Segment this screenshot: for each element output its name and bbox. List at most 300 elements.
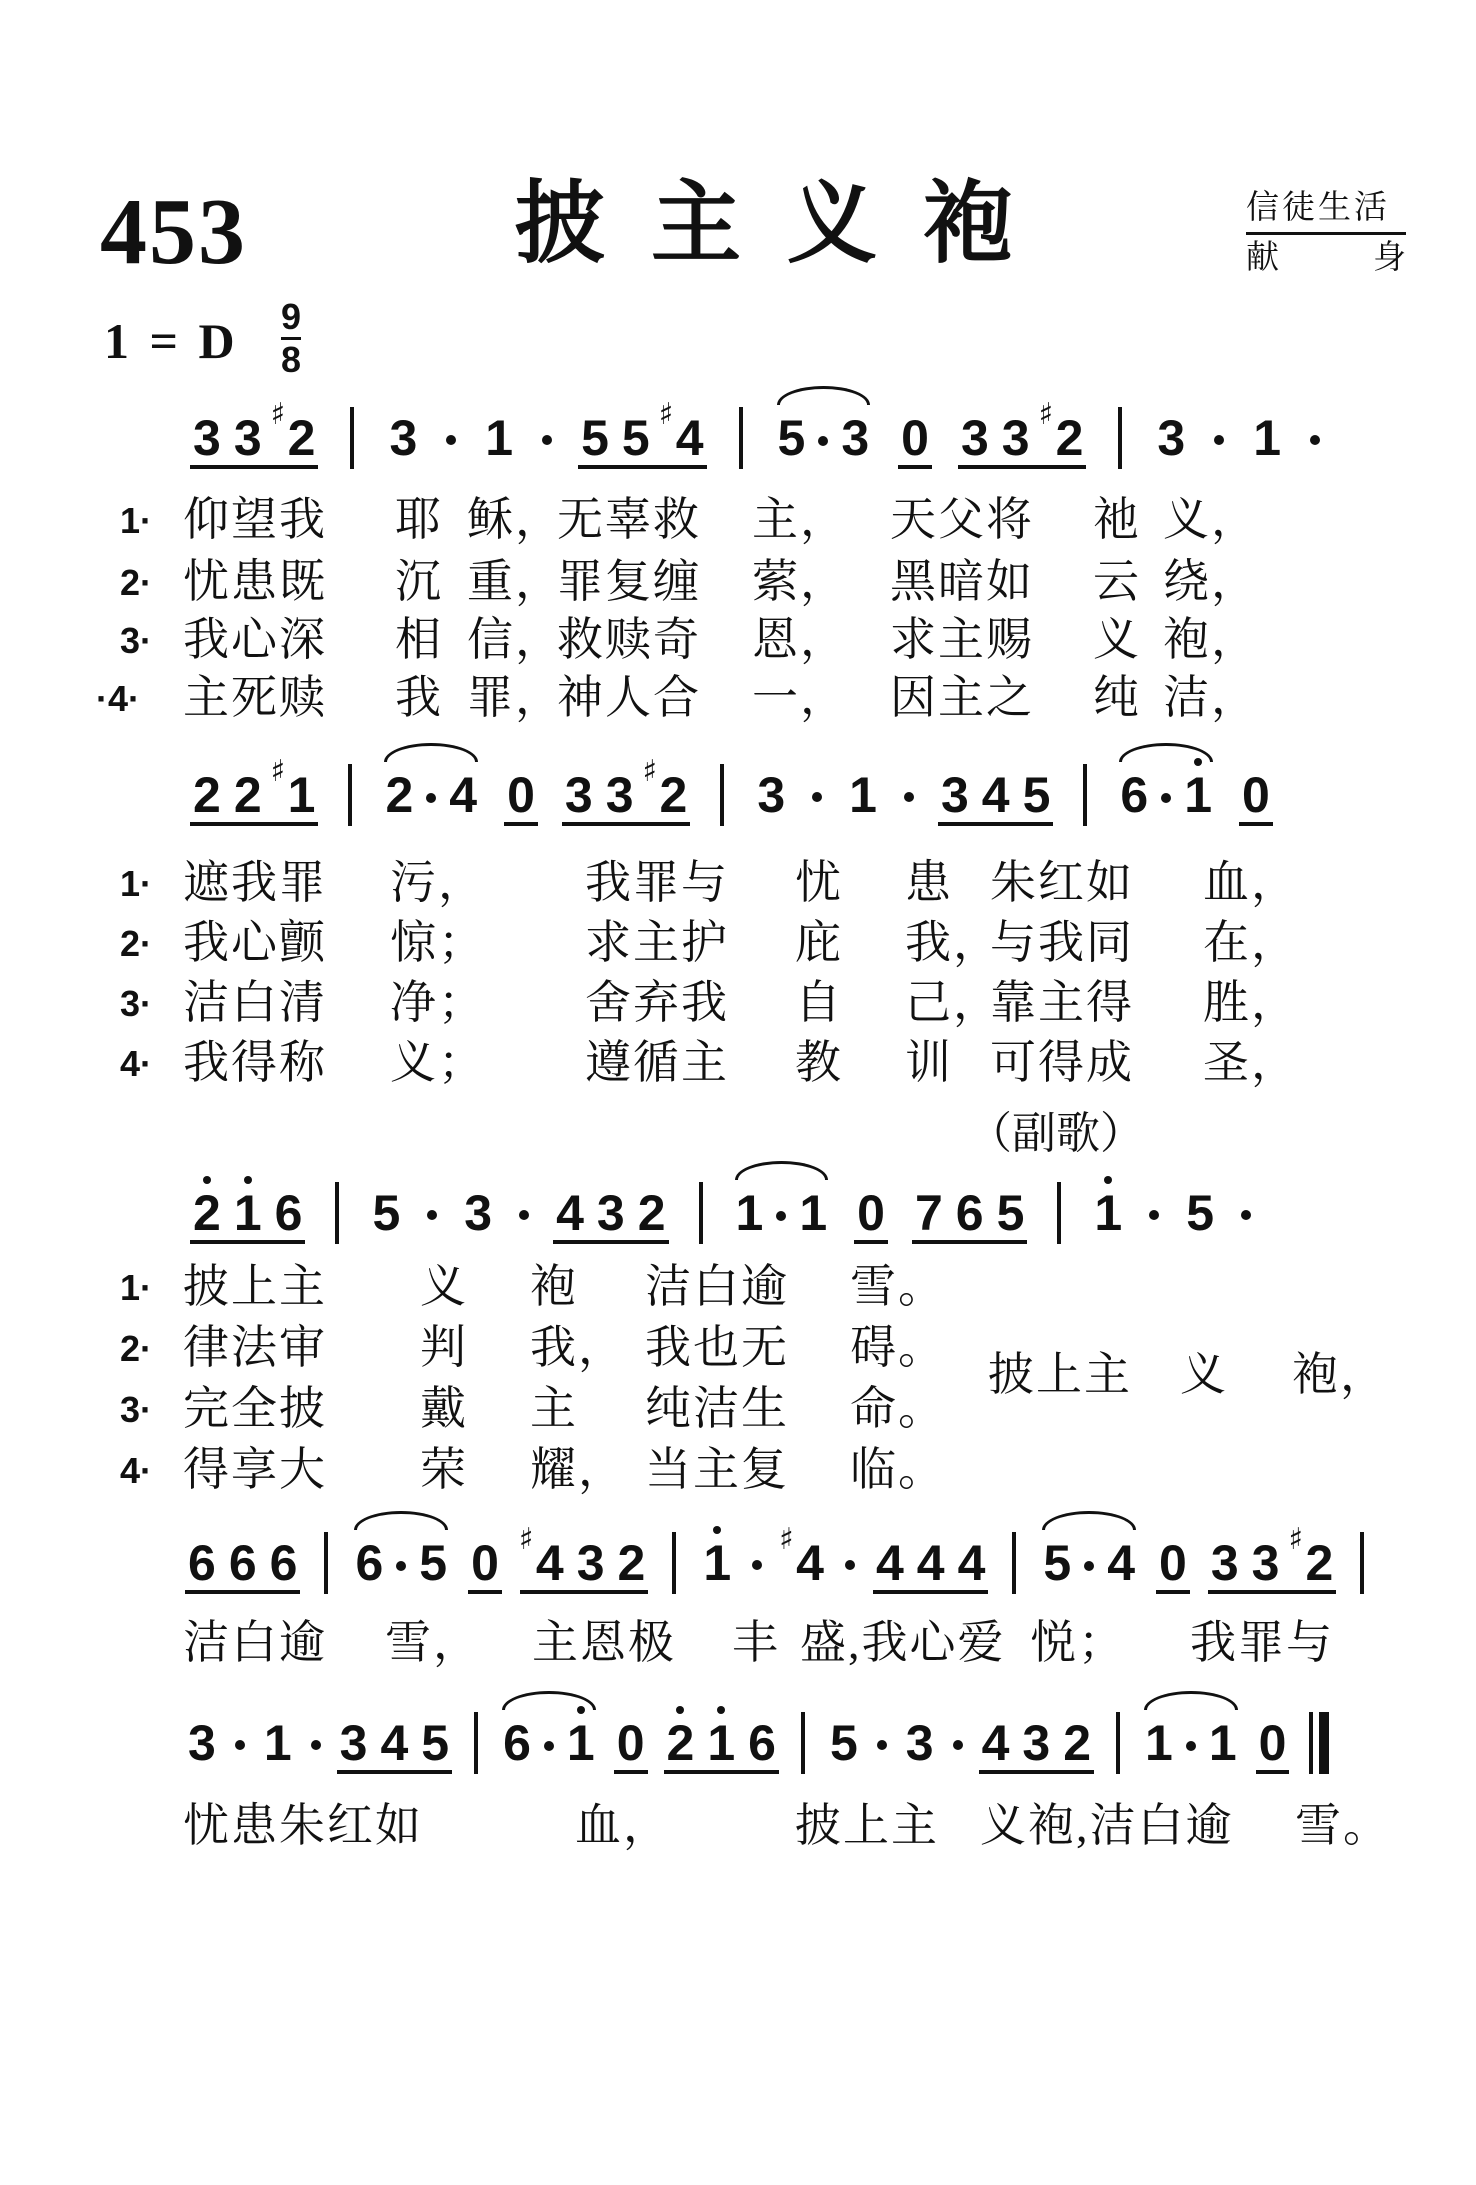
note-group: [461, 1185, 495, 1244]
note: 1: [703, 1541, 731, 1585]
note-group: [958, 397, 1086, 469]
lyric-row-b1-1-segment: 祂: [1093, 494, 1141, 545]
music-line-5: [185, 1674, 1333, 1774]
note-group: [912, 1185, 1027, 1244]
note: 5: [419, 1535, 448, 1591]
note: 1: [263, 1715, 292, 1771]
note: 3: [188, 1715, 216, 1771]
note: 5: [1022, 767, 1051, 823]
note: 3: [757, 767, 786, 823]
note: 0: [471, 1535, 499, 1591]
note-group: [700, 1535, 734, 1594]
note-group: [386, 410, 420, 469]
note-group: [898, 410, 932, 469]
note: 3: [464, 1185, 493, 1241]
note: ♯ 4: [779, 1522, 824, 1591]
note: 6: [955, 1185, 984, 1241]
lyric-row-b2-1-segment: 忧: [795, 857, 843, 908]
verse-number: 1·: [120, 863, 153, 904]
final-barline-thick: [1319, 1712, 1329, 1774]
note: 0: [616, 1715, 645, 1771]
note-group: [1142, 1715, 1240, 1774]
lyric-row-b1-3-segment: 我心深: [183, 614, 327, 665]
final-barline-thin: [1309, 1712, 1313, 1774]
sharp-icon: ♯: [658, 397, 674, 432]
dot-note: [752, 1560, 762, 1570]
note: ♯ 2: [270, 397, 316, 466]
verse-number: 1·: [120, 500, 153, 541]
barline: [350, 407, 354, 469]
key-signature: 1 = D: [104, 313, 239, 369]
octave-dot: [203, 1176, 211, 1184]
note: 3: [1251, 1535, 1280, 1591]
dot-note: [845, 1560, 855, 1570]
lyric-row-l5-segment: 义袍,洁白逾: [980, 1800, 1234, 1851]
lyric-row-b3-4-segment: 得享大: [183, 1444, 327, 1495]
lyric-row-l4-segment: 丰: [732, 1617, 780, 1668]
hymn-number: 453: [100, 180, 247, 284]
note: 1: [799, 1185, 828, 1241]
note: 0: [901, 410, 929, 466]
dot-note: [818, 436, 828, 446]
dot-note: [519, 1210, 529, 1220]
lyric-row-b2-1-segment: 朱红如: [990, 857, 1134, 908]
lyric-row-b2-4-segment: 教: [795, 1037, 843, 1088]
sharp-icon: ♯: [270, 397, 286, 432]
note: 4: [875, 1535, 904, 1591]
lyric-row-b1-1-segment: 仰望我: [183, 494, 327, 545]
lyric-row-l4-segment: 我罪与: [1190, 1617, 1334, 1668]
category-line2-right: 身: [1373, 240, 1406, 277]
dot-note: [812, 792, 822, 802]
lyric-row-b2-3-segment: 自: [795, 977, 843, 1028]
lyric-row-b1-2-segment: 忧患既: [183, 556, 327, 607]
note: 0: [507, 767, 535, 823]
note-group: [846, 767, 880, 826]
chorus-inline-segment: 义: [1180, 1349, 1228, 1400]
music-line-1: [190, 369, 1320, 469]
note-group: [754, 767, 788, 826]
note: 2: [667, 1721, 695, 1765]
note: 3: [339, 1715, 368, 1771]
note: 4: [1107, 1535, 1135, 1591]
lyric-row-l4-segment: 悦；: [1030, 1617, 1126, 1668]
note: ♯ 2: [1288, 1522, 1334, 1591]
note-group: [382, 767, 480, 826]
note-group: [504, 767, 538, 826]
dot-note: [1186, 1741, 1196, 1751]
note: 4: [981, 767, 1010, 823]
lyric-row-b1-3-segment: 恩，: [752, 614, 848, 665]
page-title: 披主义袍: [515, 175, 1059, 274]
lyric-row-l4-segment: 雪，: [385, 1617, 481, 1668]
verse-number: 2·: [120, 562, 153, 603]
note-group: [185, 1715, 219, 1774]
lyric-row-l5-segment: 雪。: [1295, 1800, 1391, 1851]
note: 6: [188, 1535, 216, 1591]
note: 4: [556, 1185, 584, 1241]
note: 5: [581, 410, 609, 466]
lyric-row-b3-1-segment: 袍: [530, 1261, 578, 1312]
note: ♯ 4: [518, 1522, 564, 1591]
note-group: [518, 1522, 648, 1594]
note: 3: [564, 767, 593, 823]
octave-dot: [676, 1706, 684, 1714]
lyric-row-b3-1-segment: 雪。: [850, 1261, 946, 1312]
note: 1: [707, 1721, 735, 1765]
chorus-label: （副歌）: [968, 1109, 1144, 1158]
note-group: [614, 1715, 648, 1774]
music-line-4: [185, 1494, 1370, 1594]
lyric-row-b2-2-segment: 我心颤: [183, 917, 327, 968]
note-group: [468, 1535, 502, 1594]
note: 4: [916, 1535, 945, 1591]
note-group: [1239, 767, 1273, 826]
lyric-row-b1-4-segment: 神人合: [557, 672, 701, 723]
dot-note: [904, 792, 914, 802]
lyric-row-b1-4-segment: 纯: [1093, 672, 1141, 723]
barline: [335, 1182, 339, 1244]
lyric-row-b1-4-segment: 我: [395, 672, 443, 723]
note: 5: [829, 1715, 858, 1771]
note: 0: [1159, 1535, 1187, 1591]
note: 2: [637, 1185, 666, 1241]
lyric-row-b1-2-segment: 云: [1093, 556, 1141, 607]
note: 0: [1242, 767, 1270, 823]
verse-number: 3·: [120, 1389, 153, 1430]
note: 5: [777, 410, 806, 466]
note: ♯ 4: [658, 397, 704, 466]
sharp-icon: ♯: [518, 1522, 534, 1557]
lyric-row-b3-3-segment: 主: [530, 1383, 578, 1434]
lyric-row-b3-2-segment: 碍。: [850, 1322, 946, 1373]
time-signature-numerator: 9: [281, 296, 302, 337]
note: 2: [385, 767, 414, 823]
barline: [720, 764, 724, 826]
verse-number: 3·: [120, 620, 153, 661]
lyric-row-b2-3-segment: 舍弃我: [585, 977, 729, 1028]
note-group: [1117, 767, 1215, 826]
octave-dot: [577, 1706, 585, 1714]
chorus-inline-segment: 披上主: [988, 1349, 1132, 1400]
sharp-icon: ♯: [779, 1522, 794, 1557]
note-group: [500, 1715, 598, 1774]
lyric-row-b3-3-segment: 纯洁生: [645, 1383, 789, 1434]
lyric-row-b2-3-segment: 己，: [905, 977, 1001, 1028]
barline: [739, 407, 743, 469]
note-group: [578, 397, 706, 469]
note: ♯ 2: [642, 754, 688, 823]
dot-note: [1149, 1210, 1159, 1220]
note-group: [1154, 410, 1188, 469]
note: 0: [857, 1185, 885, 1241]
lyric-row-b1-1-segment: 主，: [752, 494, 848, 545]
verse-number: 2·: [120, 1328, 153, 1369]
note: 1: [234, 1191, 262, 1235]
lyric-row-b2-2-segment: 我，: [905, 917, 1001, 968]
note: 3: [1001, 410, 1030, 466]
lyric-row-b1-2-segment: 绕，: [1163, 556, 1259, 607]
lyric-row-b1-4-segment: 因主之: [890, 672, 1034, 723]
sharp-icon: ♯: [1038, 397, 1054, 432]
barline: [348, 764, 352, 826]
note: 3: [596, 1185, 625, 1241]
note-group: [185, 1535, 300, 1594]
lyric-row-b1-4-segment: 洁，: [1163, 672, 1259, 723]
note-group: [873, 1535, 988, 1594]
verse-number: 4·: [120, 1450, 153, 1491]
note-group: [190, 397, 318, 469]
note: 4: [981, 1715, 1010, 1771]
lyric-row-b1-1-segment: 义，: [1163, 494, 1259, 545]
note: 3: [905, 1715, 934, 1771]
lyric-row-b2-4-segment: 圣，: [1203, 1037, 1299, 1088]
lyric-row-b3-3-segment: 命。: [850, 1383, 946, 1434]
dot-note: [311, 1740, 321, 1750]
lyric-row-b1-3-segment: 义: [1093, 614, 1141, 665]
note: 1: [1145, 1715, 1173, 1771]
dot-note: [426, 793, 436, 803]
note: 3: [389, 410, 418, 466]
lyric-row-b2-1-segment: 我罪与: [585, 857, 729, 908]
dot-note: [235, 1740, 245, 1750]
barline: [1118, 407, 1122, 469]
note: 5: [996, 1185, 1025, 1241]
lyric-row-b2-3-segment: 净；: [390, 977, 486, 1028]
note: 7: [914, 1185, 943, 1241]
note-group: [190, 1185, 305, 1244]
lyric-row-b3-2-segment: 律法审: [183, 1322, 327, 1373]
note: ♯ 1: [270, 754, 316, 823]
lyric-row-b2-1-segment: 污，: [390, 857, 486, 908]
verse-number: 3·: [120, 983, 153, 1024]
sharp-icon: ♯: [1288, 1522, 1303, 1557]
category-line2: [1246, 240, 1406, 276]
note: 6: [228, 1535, 257, 1591]
lyric-row-b1-3-segment: 救赎奇: [557, 614, 701, 665]
note: 6: [1120, 767, 1149, 823]
note: 3: [841, 410, 870, 466]
note: 2: [233, 767, 262, 823]
time-signature: [281, 296, 302, 380]
note: 1: [735, 1185, 764, 1241]
lyric-row-b1-1-segment: 稣，: [467, 494, 563, 545]
lyric-row-b3-1-segment: 洁白逾: [645, 1261, 789, 1312]
note-group: [369, 1185, 403, 1244]
dot-note: [776, 1211, 786, 1221]
lyric-row-b3-3-segment: 完全披: [183, 1383, 327, 1434]
lyric-row-b1-3-segment: 信，: [467, 614, 563, 665]
note: 1: [849, 767, 877, 823]
dot-note: [542, 435, 552, 445]
lyric-row-b1-2-segment: 罪复缠: [557, 556, 701, 607]
note-group: [827, 1715, 861, 1774]
note-group: [903, 1715, 937, 1774]
dot-note: [396, 1561, 406, 1571]
note-group: [562, 754, 690, 826]
lyric-row-l4-segment: 主恩极: [532, 1617, 676, 1668]
lyric-row-b2-1-segment: 患: [905, 857, 953, 908]
chorus-inline-segment: 袍，: [1292, 1349, 1388, 1400]
dot-note: [877, 1740, 887, 1750]
lyric-row-b2-3-segment: 胜，: [1203, 977, 1299, 1028]
note-group: [1208, 1522, 1336, 1594]
lyric-row-b2-1-segment: 血，: [1203, 857, 1299, 908]
note: 4: [957, 1535, 986, 1591]
note-group: [1250, 410, 1284, 469]
lyric-row-b2-1-segment: 遮我罪: [183, 857, 327, 908]
lyric-row-b3-4-segment: 耀，: [530, 1444, 626, 1495]
note: 3: [1157, 410, 1186, 466]
note: 6: [355, 1535, 384, 1591]
lyric-row-l5-segment: 忧患朱红如: [183, 1800, 423, 1851]
dot-note: [1310, 435, 1320, 445]
dot-note: [1214, 435, 1224, 445]
note-group: [664, 1715, 779, 1774]
lyric-row-b2-4-segment: 训: [905, 1037, 953, 1088]
note: 0: [1258, 1715, 1287, 1771]
lyric-row-b3-1-segment: 义: [420, 1261, 468, 1312]
note: 3: [193, 410, 221, 466]
note-group: [1183, 1185, 1217, 1244]
octave-dot: [1104, 1176, 1112, 1184]
category-line2-left: 献: [1246, 240, 1279, 277]
lyric-row-b1-1-segment: 耶: [395, 494, 443, 545]
note: 5: [621, 410, 650, 466]
sharp-icon: ♯: [642, 754, 658, 789]
note: 3: [1210, 1535, 1239, 1591]
lyric-row-b2-2-segment: 求主护: [585, 917, 729, 968]
note-group: [1040, 1535, 1138, 1594]
note-group: [190, 754, 318, 826]
music-line-3: [190, 1144, 1251, 1244]
verse-number: 1·: [120, 1267, 153, 1308]
dot-note: [544, 1741, 554, 1751]
note: 2: [617, 1535, 646, 1591]
note: 3: [233, 410, 262, 466]
sharp-icon: ♯: [270, 754, 286, 789]
note-group: [1156, 1535, 1190, 1594]
octave-dot: [717, 1706, 725, 1714]
note: 3: [576, 1535, 605, 1591]
lyric-row-b1-2-segment: 重，: [467, 556, 563, 607]
lyric-row-b2-4-segment: 遵循主: [585, 1037, 729, 1088]
barline: [672, 1532, 676, 1594]
dot-note: [953, 1740, 963, 1750]
lyric-row-b3-3-segment: 戴: [420, 1383, 468, 1434]
note: 1: [567, 1721, 595, 1765]
music-line-2: [190, 726, 1273, 826]
note-group: [733, 1185, 831, 1244]
note: 3: [940, 767, 969, 823]
note: 1: [485, 410, 514, 466]
barline: [1083, 764, 1087, 826]
lyric-row-b3-2-segment: 我，: [530, 1322, 626, 1373]
octave-dot: [713, 1526, 721, 1534]
lyric-row-b2-2-segment: 在，: [1203, 917, 1299, 968]
dot-note: [1084, 1561, 1094, 1571]
note-group: [352, 1535, 450, 1594]
category-line1: 信徒生活: [1246, 190, 1406, 235]
dot-note: [446, 435, 456, 445]
note: 2: [193, 767, 221, 823]
note: 3: [960, 410, 989, 466]
note: 5: [372, 1185, 401, 1241]
lyric-row-b1-3-segment: 求主赐: [890, 614, 1034, 665]
note: 5: [1043, 1535, 1072, 1591]
note-group: [1091, 1185, 1125, 1244]
note-group: [938, 767, 1053, 826]
dot-note: [1161, 793, 1171, 803]
note: 2: [1063, 1715, 1091, 1771]
final-barline: [1309, 1712, 1329, 1774]
octave-dot: [244, 1176, 252, 1184]
note-group: [854, 1185, 888, 1244]
lyric-row-l5-segment: 血，: [575, 1800, 671, 1851]
lyric-row-b2-4-segment: 义；: [390, 1037, 486, 1088]
lyric-row-b3-2-segment: 我也无: [645, 1322, 789, 1373]
note-group: [979, 1715, 1094, 1774]
time-signature-denominator: 8: [281, 339, 302, 380]
lyric-row-b2-2-segment: 庇: [795, 917, 843, 968]
lyric-row-b1-4-segment: 罪，: [467, 672, 563, 723]
verse-number: 2·: [120, 923, 153, 964]
note: 4: [449, 767, 478, 823]
note: 4: [380, 1715, 409, 1771]
note: 3: [1022, 1715, 1051, 1771]
note-group: [261, 1715, 295, 1774]
category-tag: [1246, 190, 1406, 277]
lyric-row-b3-1-segment: 披上主: [183, 1261, 327, 1312]
lyric-row-b2-4-segment: 我得称: [183, 1037, 327, 1088]
barline: [1057, 1182, 1061, 1244]
lyric-row-b2-2-segment: 与我同: [990, 917, 1134, 968]
lyric-row-b1-2-segment: 萦，: [752, 556, 848, 607]
note: 6: [269, 1535, 298, 1591]
lyric-row-b1-4-segment: 一，: [752, 672, 848, 723]
lyric-row-b3-4-segment: 当主复: [645, 1444, 789, 1495]
lyric-row-b3-4-segment: 临。: [850, 1444, 946, 1495]
note-group: [1256, 1715, 1290, 1774]
lyric-row-l4-segment: 洁白逾: [183, 1617, 327, 1668]
note: 6: [503, 1715, 531, 1771]
note: 1: [1253, 410, 1281, 466]
barline: [324, 1532, 328, 1594]
note: 1: [1184, 773, 1212, 817]
lyric-row-b1-1-segment: 天父将: [890, 494, 1034, 545]
octave-dot: [1194, 758, 1202, 766]
verse-number: 4·: [120, 1043, 153, 1084]
lyric-row-b2-2-segment: 惊；: [390, 917, 486, 968]
lyric-row-b1-3-segment: 袍，: [1163, 614, 1259, 665]
barline: [801, 1712, 805, 1774]
note: 5: [421, 1715, 450, 1771]
lyric-row-l4-segment: 盛,我心爱: [800, 1617, 1006, 1668]
verse-number: ·4·: [96, 678, 140, 719]
note-group: [553, 1185, 668, 1244]
barline: [1012, 1532, 1016, 1594]
lyric-row-b1-3-segment: 相: [395, 614, 443, 665]
note-group: [775, 410, 873, 469]
dot-note: [427, 1210, 437, 1220]
lyric-row-b3-2-segment: 判: [420, 1322, 468, 1373]
note-group: [482, 410, 516, 469]
lyric-row-b2-3-segment: 靠主得: [990, 977, 1134, 1028]
note-group: [779, 1522, 827, 1594]
note: 2: [193, 1191, 221, 1235]
lyric-row-b1-2-segment: 沉: [395, 556, 443, 607]
barline: [1360, 1532, 1364, 1594]
